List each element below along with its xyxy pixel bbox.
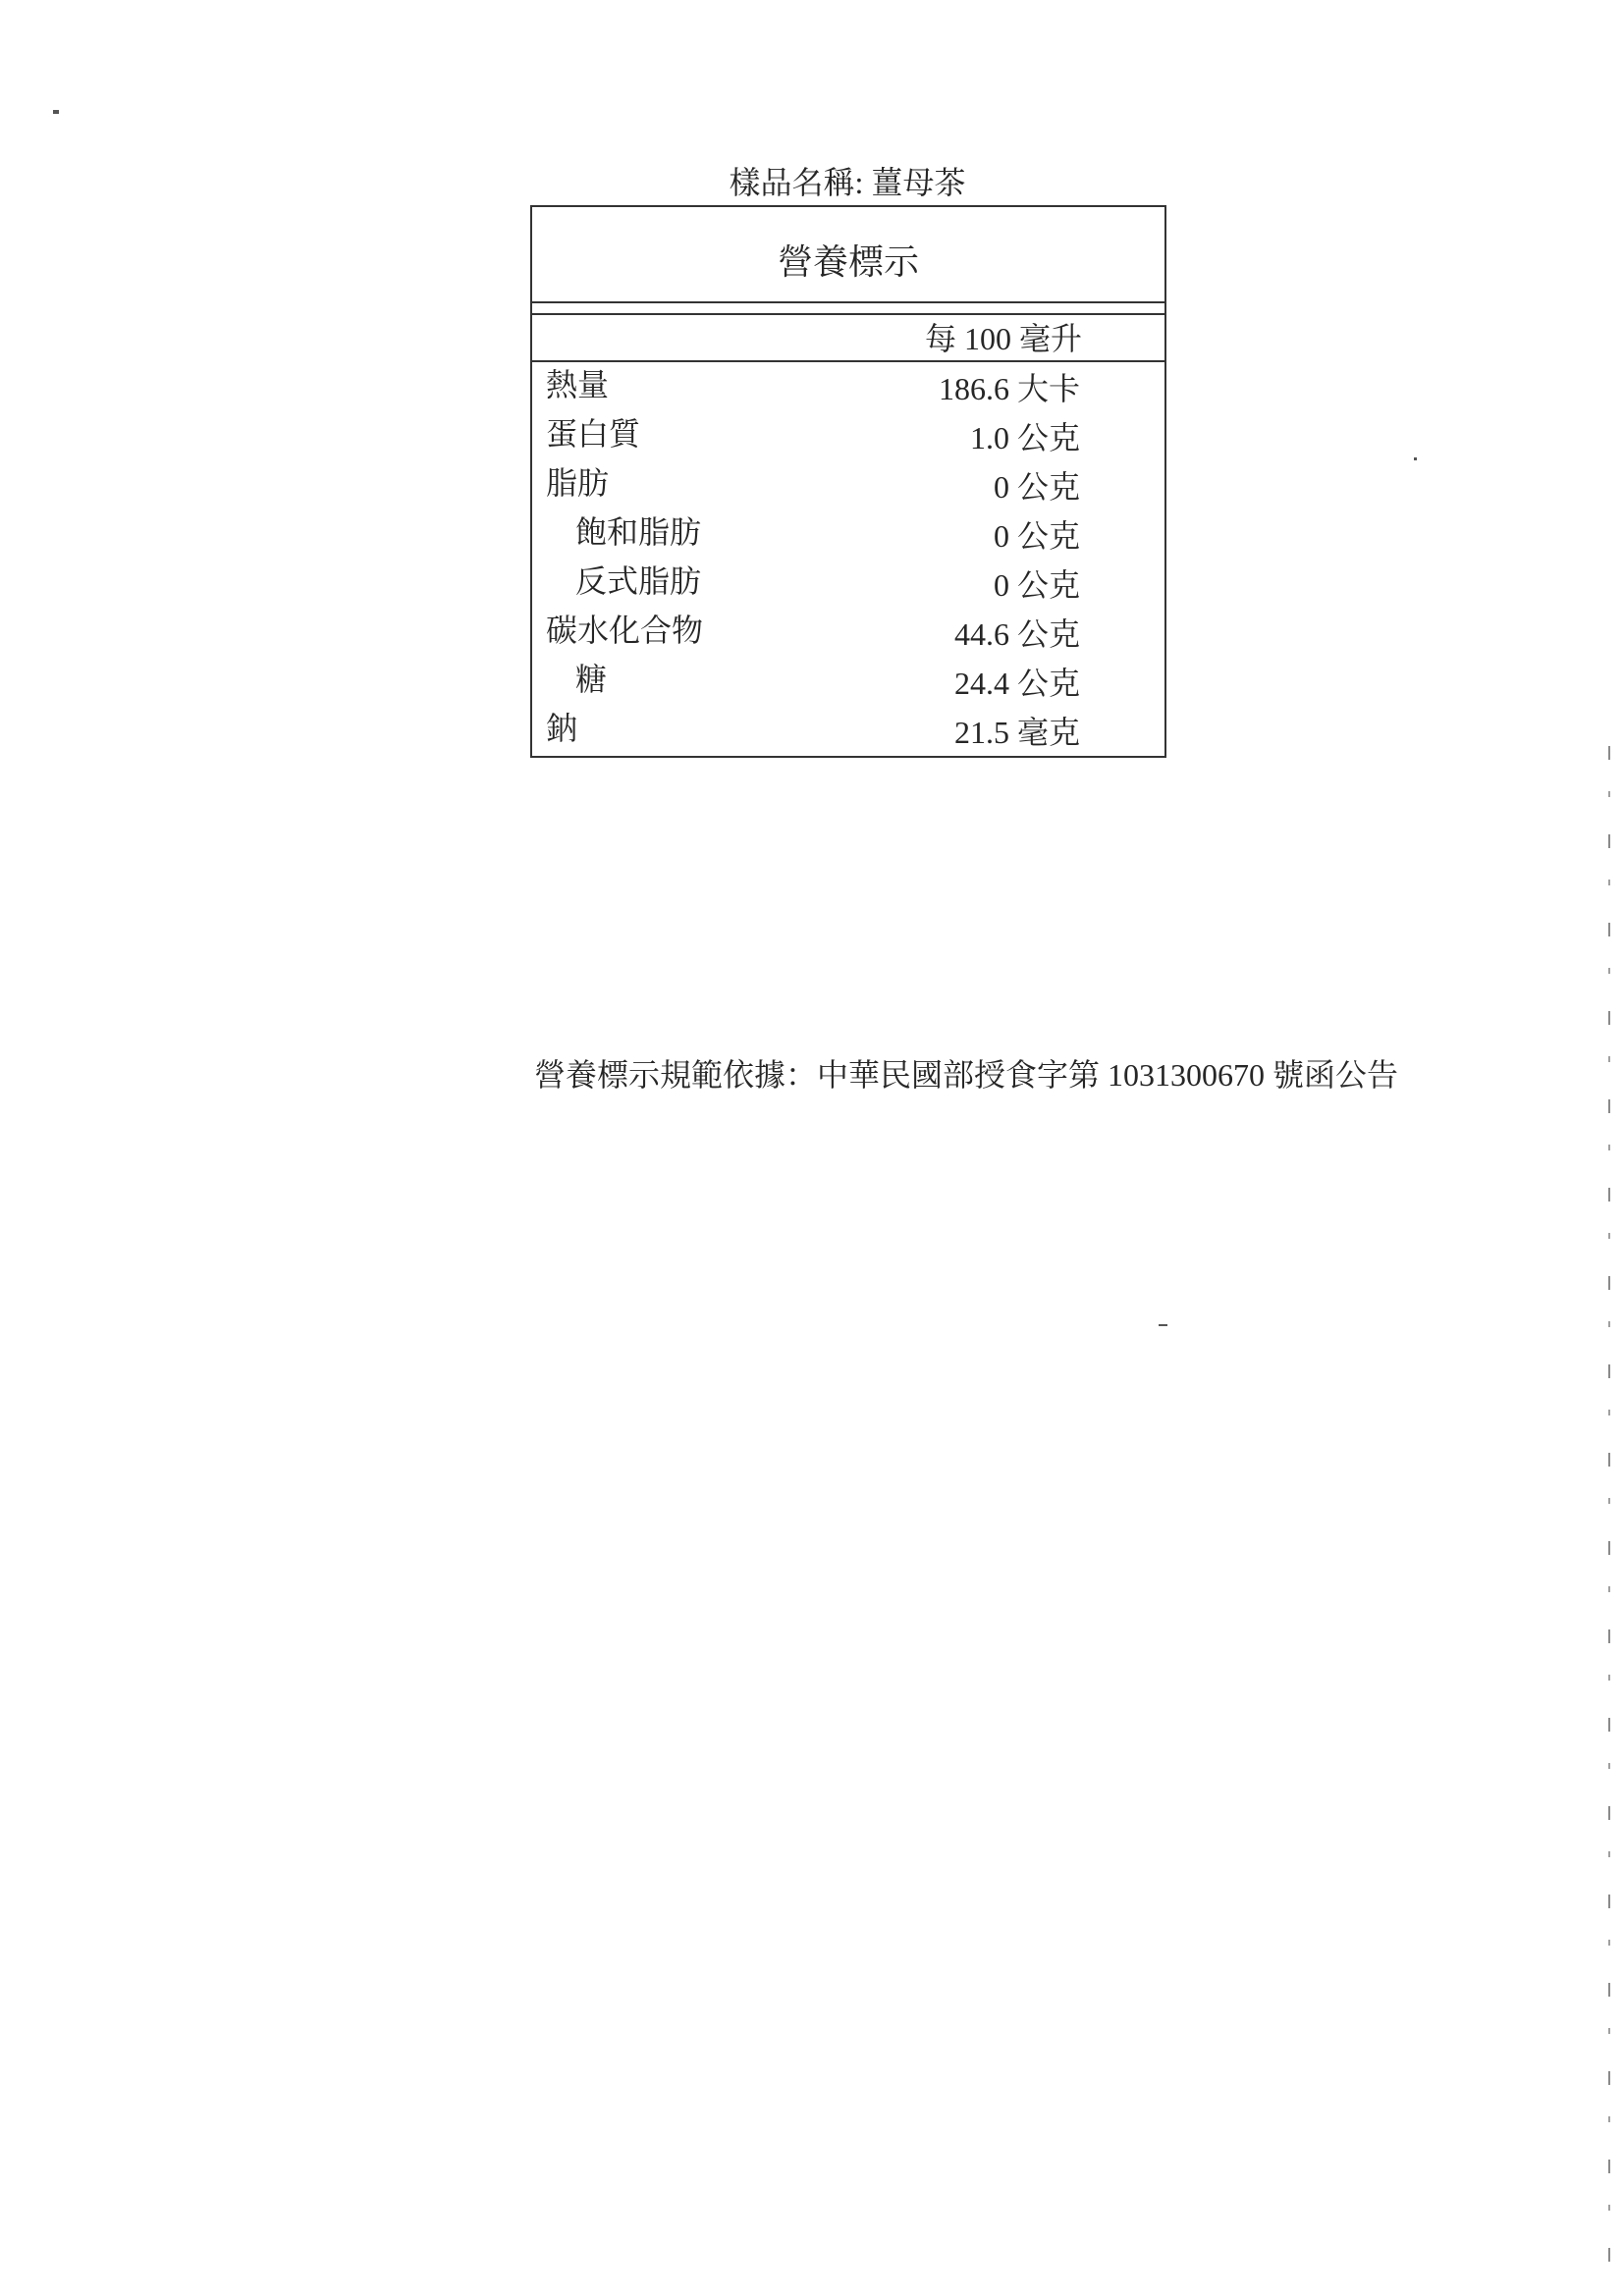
nutrient-row-calories xyxy=(532,362,1164,411)
nutrient-label: 熱量 xyxy=(546,367,610,402)
nutrient-row-sodium xyxy=(532,706,1164,755)
nutrient-row-trans-fat xyxy=(532,559,1164,608)
per-unit-header: 每 100 毫升 xyxy=(924,321,1082,356)
nutrient-label: 糖 xyxy=(575,662,608,697)
nutrient-label: 碳水化合物 xyxy=(546,613,704,648)
scan-speck xyxy=(53,110,59,114)
nutrient-row-fat xyxy=(532,460,1164,509)
scan-speck xyxy=(1159,1324,1167,1326)
scan-edge-artifact xyxy=(1608,746,1610,2268)
nutrient-row-protein xyxy=(532,411,1164,460)
nutrient-row-saturated-fat xyxy=(532,509,1164,559)
nutrient-value: 24.4 公克 xyxy=(953,666,1080,701)
table-divider xyxy=(532,313,1164,315)
nutrient-value: 0 公克 xyxy=(993,567,1080,603)
nutrition-facts-table xyxy=(530,205,1166,758)
nutrient-value: 44.6 公克 xyxy=(953,616,1080,652)
nutrient-value: 0 公克 xyxy=(993,518,1080,554)
nutrient-row-sugar xyxy=(532,657,1164,706)
nutrient-label: 脂肪 xyxy=(546,465,610,501)
nutrient-label: 蛋白質 xyxy=(546,416,641,452)
nutrient-label: 鈉 xyxy=(546,711,578,746)
table-divider xyxy=(532,301,1164,303)
nutrient-value: 0 公克 xyxy=(993,469,1080,505)
scan-speck xyxy=(1414,457,1417,460)
nutrient-value: 1.0 公克 xyxy=(969,420,1080,455)
nutrient-value: 21.5 毫克 xyxy=(953,715,1080,750)
labeling-regulation-note: 營養標示規範依據：中華民國部授食字第 1031300670 號函公告 xyxy=(534,1057,1399,1093)
nutrient-label: 反式脂肪 xyxy=(575,563,702,599)
sample-name-title: 樣品名稱: 薑母茶 xyxy=(729,165,966,200)
nutrient-value: 186.6 大卡 xyxy=(938,371,1080,406)
nutrient-row-carbohydrate xyxy=(532,608,1164,657)
nutrition-table-title: 營養標示 xyxy=(777,242,919,282)
nutrient-label: 飽和脂肪 xyxy=(575,514,702,550)
